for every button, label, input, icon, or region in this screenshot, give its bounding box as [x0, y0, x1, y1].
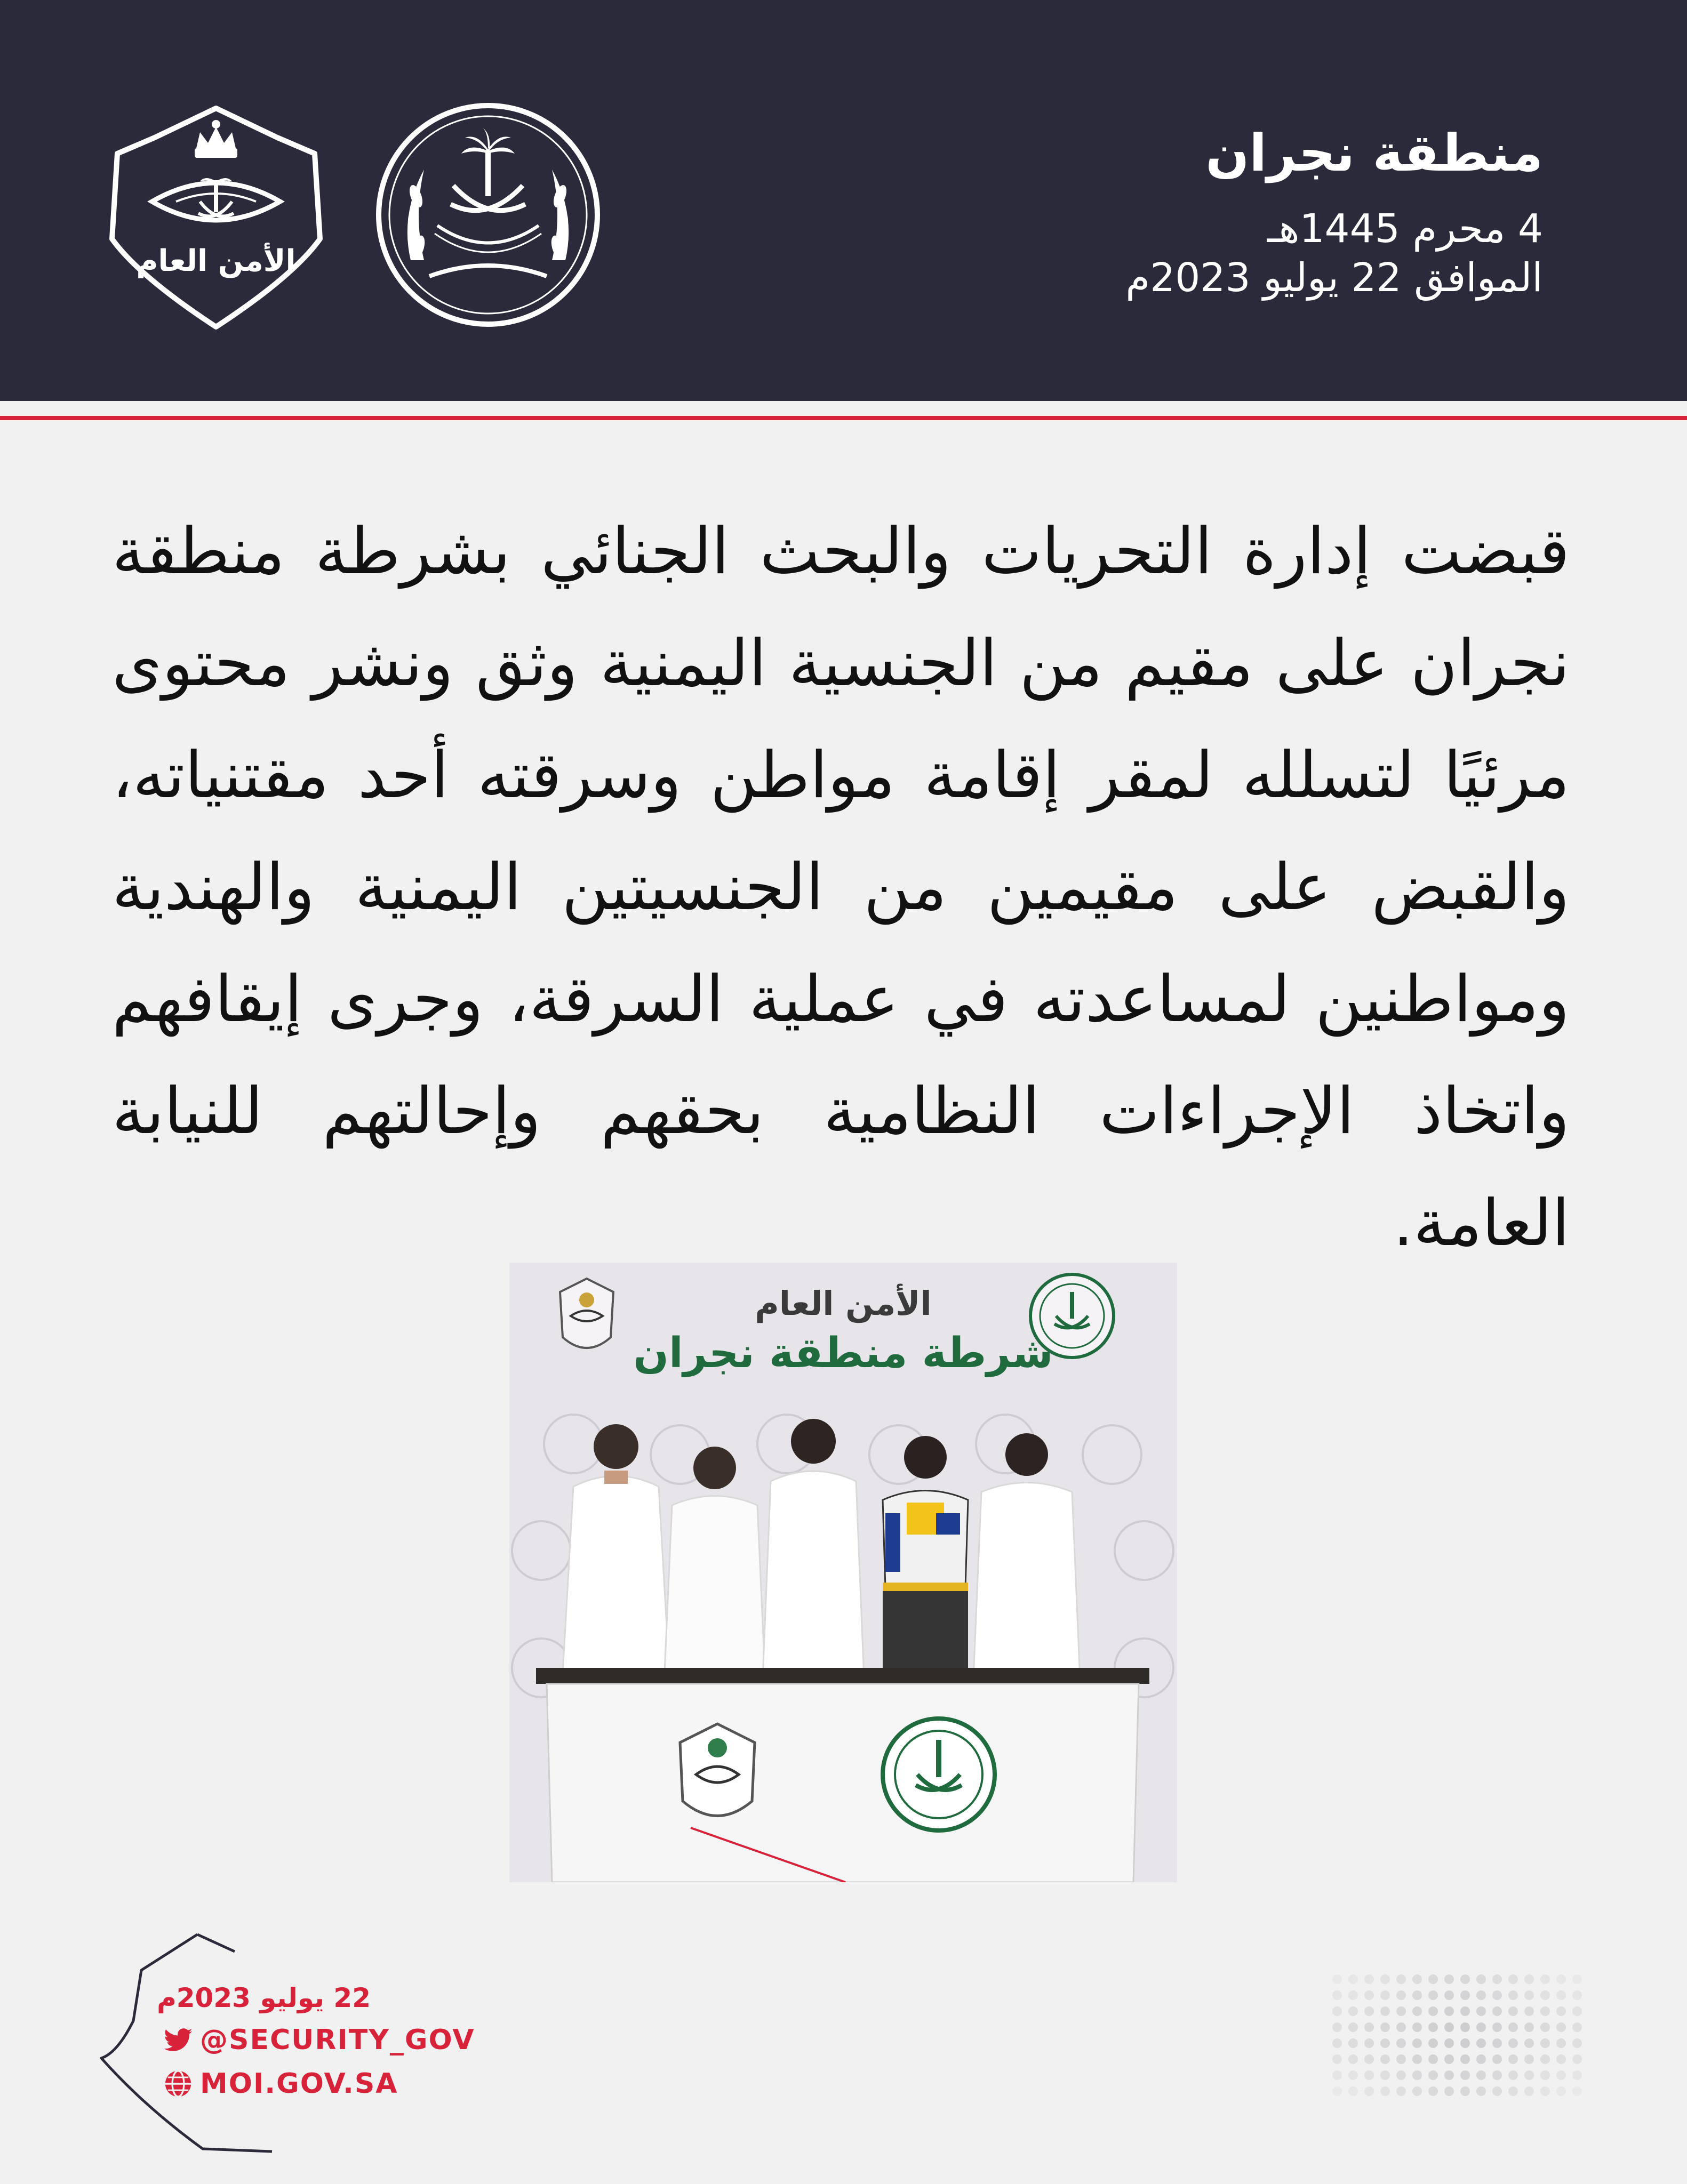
press-photo [509, 1263, 1177, 1882]
decorative-dot [1380, 2038, 1390, 2048]
decorative-dot [1556, 2086, 1566, 2096]
footer-date: 22 يوليو 2023م [157, 1982, 371, 2013]
decorative-dot [1508, 2070, 1518, 2080]
decorative-dot [1476, 2086, 1486, 2096]
decorative-dot [1556, 2038, 1566, 2048]
decorative-dot [1396, 2038, 1406, 2048]
decorative-dot [1348, 2006, 1358, 2016]
decorative-dot [1460, 2006, 1470, 2016]
decorative-dot [1380, 2006, 1390, 2016]
backdrop-title: الأمن العام [755, 1284, 932, 1323]
decorative-dot [1380, 2022, 1390, 2032]
footer-website-row[interactable] [163, 2068, 475, 2100]
statement-text: قبضت إدارة التحريات والبحث الجنائي بشرطة منطقة نجران على مقيم من الجنسية اليمنية وثق ونشر محتوى مرئيًا لتسلله لمقر إقامة مواطن وسرقته أحد مقتنياته، والقبض على مقيمين من الجنسيتين اليمنية والهندية ومواطنين لمساعدته في عملية السرقة، وجرى إيقافهم واتخاذ الإجراءات النظامية بحقهم وإحالتهم للنيابة العامة. [112, 515, 1570, 1260]
decorative-dots-pattern [1331, 1973, 1597, 2101]
decorative-dot [1364, 2054, 1374, 2064]
decorative-dot [1428, 2038, 1438, 2048]
decorative-dot [1572, 1974, 1582, 1984]
decorative-dot [1476, 2070, 1486, 2080]
decorative-dot [1524, 2086, 1534, 2096]
decorative-dot [1412, 2038, 1422, 2048]
header-banner [0, 0, 1687, 401]
twitter-handle[interactable]: @SECURITY_GOV [200, 2024, 475, 2056]
decorative-dot [1396, 2086, 1406, 2096]
decorative-dot [1412, 2070, 1422, 2080]
decorative-dot [1492, 2054, 1502, 2064]
footer-twitter-row[interactable] [163, 2024, 475, 2056]
header-divider [0, 416, 1687, 420]
decorative-dot [1556, 2054, 1566, 2064]
decorative-dot [1380, 1974, 1390, 1984]
decorative-dot [1444, 2006, 1454, 2016]
decorative-dot [1380, 1990, 1390, 2000]
decorative-dot [1428, 2086, 1438, 2096]
decorative-dot [1428, 2006, 1438, 2016]
twitter-icon [163, 2025, 194, 2055]
decorative-dot [1476, 1990, 1486, 2000]
decorative-dot [1428, 1974, 1438, 1984]
decorative-dot [1412, 2006, 1422, 2016]
decorative-dot [1332, 2006, 1342, 2016]
decorative-dot [1476, 2022, 1486, 2032]
decorative-dot [1348, 2070, 1358, 2080]
decorative-dot [1364, 1974, 1374, 1984]
decorative-dot [1332, 1990, 1342, 2000]
decorative-dot [1572, 2070, 1582, 2080]
decorative-dot [1508, 1974, 1518, 1984]
decorative-dot [1412, 1990, 1422, 2000]
decorative-dot [1332, 2022, 1342, 2032]
hijri-date: 4 محرم 1445هـ [1267, 205, 1543, 252]
decorative-dot [1540, 1990, 1550, 2000]
decorative-dot [1556, 2006, 1566, 2016]
decorative-dot [1444, 2038, 1454, 2048]
decorative-dot [1524, 2022, 1534, 2032]
decorative-dot [1332, 2086, 1342, 2096]
decorative-dot [1332, 2038, 1342, 2048]
ministry-emblem-icon [373, 100, 603, 330]
decorative-dot [1476, 2006, 1486, 2016]
decorative-dot [1412, 1974, 1422, 1984]
decorative-dot [1476, 1974, 1486, 1984]
decorative-dot [1364, 2006, 1374, 2016]
decorative-dot [1492, 2006, 1502, 2016]
decorative-dot [1524, 2054, 1534, 2064]
decorative-dot [1460, 1974, 1470, 1984]
decorative-dot [1572, 2022, 1582, 2032]
decorative-dot [1412, 2086, 1422, 2096]
decorative-dot [1524, 1990, 1534, 2000]
decorative-dot [1524, 2070, 1534, 2080]
decorative-dot [1556, 1990, 1566, 2000]
gregorian-date: الموافق 22 يوليو 2023م [1125, 255, 1543, 301]
decorative-dot [1492, 2070, 1502, 2080]
decorative-dot [1364, 2022, 1374, 2032]
decorative-dot [1524, 1974, 1534, 1984]
decorative-dot [1540, 2054, 1550, 2064]
decorative-dot [1396, 1974, 1406, 1984]
decorative-dot [1348, 2054, 1358, 2064]
decorative-dot [1396, 2054, 1406, 2064]
decorative-dot [1508, 2038, 1518, 2048]
decorative-dot [1556, 2070, 1566, 2080]
decorative-dot [1396, 1990, 1406, 2000]
decorative-dot [1492, 2086, 1502, 2096]
decorative-dot [1572, 1990, 1582, 2000]
decorative-dot [1412, 2022, 1422, 2032]
backdrop-subtitle: شرطة منطقة نجران [633, 1329, 1053, 1377]
decorative-dot [1396, 2006, 1406, 2016]
decorative-dot [1428, 1990, 1438, 2000]
decorative-dot [1332, 2070, 1342, 2080]
decorative-dot [1396, 2022, 1406, 2032]
decorative-dot [1332, 2054, 1342, 2064]
decorative-dot [1348, 1990, 1358, 2000]
globe-icon [163, 2068, 194, 2099]
decorative-dot [1460, 2070, 1470, 2080]
decorative-dot [1460, 2038, 1470, 2048]
decorative-dot [1380, 2086, 1390, 2096]
decorative-dot [1524, 2038, 1534, 2048]
decorative-dot [1508, 2054, 1518, 2064]
decorative-dot [1460, 2022, 1470, 2032]
decorative-dot [1412, 2054, 1422, 2064]
decorative-dot [1396, 2070, 1406, 2080]
decorative-dot [1572, 2006, 1582, 2016]
header-text-block [1125, 125, 1543, 303]
decorative-dot [1476, 2054, 1486, 2064]
decorative-dot [1572, 2038, 1582, 2048]
decorative-dot [1572, 2054, 1582, 2064]
decorative-dot [1428, 2054, 1438, 2064]
decorative-dot [1380, 2054, 1390, 2064]
decorative-dot [1492, 2038, 1502, 2048]
decorative-dot [1556, 2022, 1566, 2032]
decorative-dot [1540, 2038, 1550, 2048]
decorative-dot [1508, 2022, 1518, 2032]
footer-info [157, 1982, 475, 2111]
security-logo-label: الأمن العام [136, 244, 296, 278]
decorative-dot [1540, 2006, 1550, 2016]
decorative-dot [1492, 2022, 1502, 2032]
website-link[interactable]: MOI.GOV.SA [200, 2068, 398, 2100]
decorative-dot [1348, 2086, 1358, 2096]
decorative-dot [1540, 2086, 1550, 2096]
decorative-dot [1540, 1974, 1550, 1984]
decorative-dot [1348, 2022, 1358, 2032]
decorative-dot [1508, 2006, 1518, 2016]
decorative-dot [1492, 1990, 1502, 2000]
decorative-dot [1556, 1974, 1566, 1984]
decorative-dot [1364, 2086, 1374, 2096]
decorative-dot [1380, 2070, 1390, 2080]
decorative-dot [1444, 2054, 1454, 2064]
decorative-dot [1444, 1990, 1454, 2000]
decorative-dot [1332, 1974, 1342, 1984]
decorative-dot [1492, 1974, 1502, 1984]
decorative-dot [1444, 2086, 1454, 2096]
decorative-dot [1444, 2022, 1454, 2032]
decorative-dot [1540, 2070, 1550, 2080]
decorative-dot [1444, 1974, 1454, 1984]
decorative-dot [1444, 2070, 1454, 2080]
decorative-dot [1460, 1990, 1470, 2000]
region-title: منطقة نجران [1205, 123, 1543, 183]
decorative-dot [1428, 2022, 1438, 2032]
decorative-dot [1524, 2006, 1534, 2016]
decorative-dot [1348, 2038, 1358, 2048]
decorative-dot [1540, 2022, 1550, 2032]
public-security-shield-icon [101, 100, 331, 335]
decorative-dot [1508, 1990, 1518, 2000]
decorative-dot [1364, 2038, 1374, 2048]
decorative-dot [1364, 2070, 1374, 2080]
decorative-dot [1572, 2086, 1582, 2096]
decorative-dot [1348, 1974, 1358, 1984]
decorative-dot [1476, 2038, 1486, 2048]
decorative-dot [1508, 2086, 1518, 2096]
decorative-dot [1460, 2054, 1470, 2064]
decorative-dot [1428, 2070, 1438, 2080]
decorative-dot [1364, 1990, 1374, 2000]
decorative-dot [1460, 2086, 1470, 2096]
